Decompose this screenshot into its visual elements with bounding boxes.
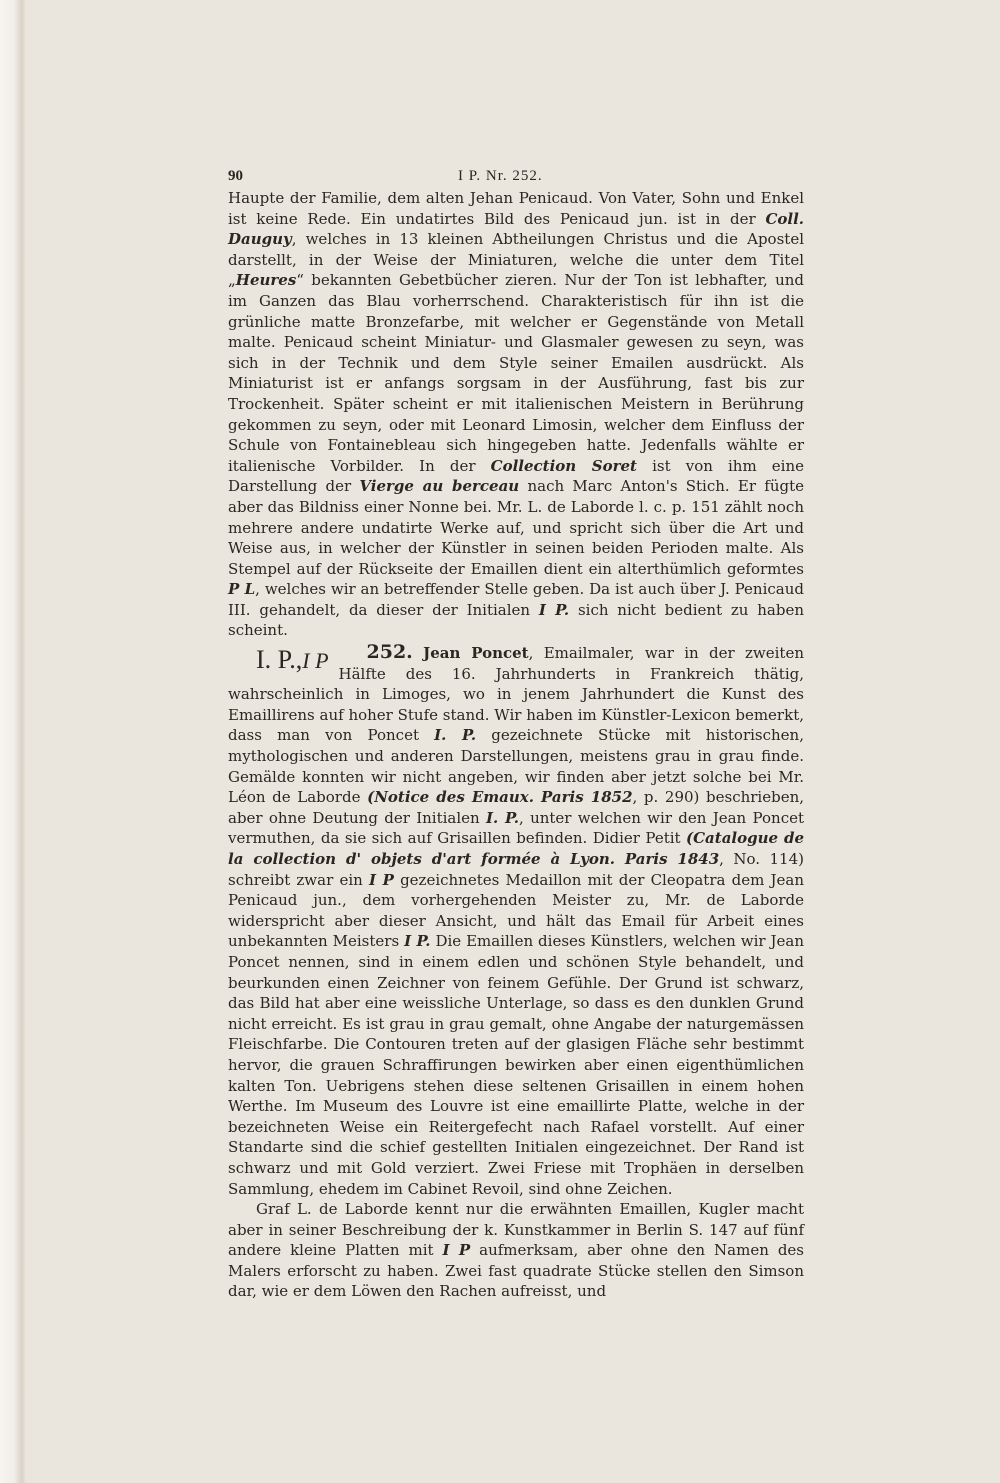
running-title: I P. Nr. 252.	[458, 168, 543, 184]
entry-number: 252.	[366, 641, 413, 664]
paragraph-continuation: Haupte der Familie, dem alten Jehan Penicaud. Von Vater, Sohn und Enkel ist keine Rede. Ein undatirtes Bild des Penicaud jun. ist in der Coll. Dauguy, welches in 13 kleinen Abtheilungen Christus und die Apostel darstellt, in der Weise der Miniaturen, welche die unter dem Titel „Heures“ bekannten Gebetbücher zieren. Nur der Ton ist lebhafter, und im Ganzen das Blau vorherrschend. Charakteristisch für ihn ist die grünliche matte Bronzefarbe, mit welcher er Gegenstände von Metall malte. Penicaud scheint Miniatur- und Glasmaler gewesen zu seyn, was sich in der Technik und dem Style seiner Emailen ausdrückt. Als Miniaturist ist er anfangs sorgsam in der Ausführung, fast bis zur Trockenheit. Später scheint er mit italienischen Meistern in Berührung gekommen zu seyn, oder mit Leonard Limosin, welcher dem Einfluss der Schule von Fontainebleau sich hingegeben hatte. Jedenfalls wählte er italienische Vorbilder. In der Collection Soret ist von ihm eine Darstellung der Vierge au berceau nach Marc Anton's Stich. Er fügte aber das Bildniss einer Nonne bei. Mr. L. de Laborde l. c. p. 151 zählt noch mehrere andere undatirte Werke auf, und spricht sich über die Art und Weise aus, in welcher der Künstler in seinen beiden Perioden malte. Als Stempel auf der Rückseite der Emaillen dient ein alterthümlich geformtes P L, welches wir an betreffender Stelle geben. Da ist auch über J. Penicaud III. gehandelt, da dieser der Initialen I P. sich nicht bedient zu haben scheint.	[228, 189, 805, 640]
page-gutter	[0, 0, 26, 1483]
running-header	[228, 158, 804, 188]
entry-252: 252. Jean Poncet I. P.,I P , Emailmaler, war in der zweiten Hälfte des 16. Jahrhunderts in Frankreich thätig, wahrscheinlich in Limoges, wo in jenem Jahrhundert die Kunst des Emaillirens auf hoher Stufe stand. Wir haben im Künstler-Lexicon bemerkt, dass man von Poncet I. P. gezeichnete Stücke mit historischen, mythologischen und anderen Darstellungen, meistens grau in grau finde. Gemälde konnten wir nicht angeben, wir finden aber jetzt solche bei Mr. Léon de Laborde (Notice des Emaux. Paris 1852, p. 290) beschrieben, aber ohne Deutung der Initialen I. P., unter welchen wir den Jean Poncet vermuthen, da sie sich auf Grisaillen befinden. Didier Petit (Catalogue de la collection d' objets d'art formée à Lyon. Paris 1843, No. 114) schreibt zwar ein I P gezeichnetes Medaillon mit der Cleopatra dem Jean Penicaud jun., dem vorhergehenden Meister zu, Mr. de Laborde widerspricht aber dieser Ansicht, und hält das Email für Arbeit eines unbekannten Meisters I P. Die Emaillen dieses Künstlers, welchen wir Jean Poncet nennen, sind in einem edlen und schönen Style behandelt, und beurkunden einen Zeichner von feinem Gefühle. Der Grund ist schwarz, das Bild hat aber eine weissliche Unterlage, so dass es den dunklen Grund nicht erreicht. Es ist grau in grau gemalt, ohne Angabe der naturgemässen Fleischfarbe. Die Contouren treten auf der glasigen Fläche sehr bestimmt hervor, die grauen Schraffirungen bewirken aber einen eigenthümlichen kalten Ton. Uebrigens stehen diese seltenen Grisaillen in einem hohen Werthe. Im Museum des Louvre ist eine emaillirte Platte, welche in der bezeichneten Weise ein Reitergefecht nach Rafael vorstellt. Auf einer Standarte sind die schief gestellten Initialen eingezeichnet. Der Rand ist schwarz und mit Gold verziert. Zwei Friese mit Trophäen in derselben Sammlung, ehedem im Cabinet Revoil, sind ohne Zeichen.	[228, 641, 805, 1198]
page-number: 90	[228, 168, 243, 184]
paragraph-laborde: Graf L. de Laborde kennt nur die erwähnten Emaillen, Kugler macht aber in seiner Beschreibung der k. Kunstkammer in Berlin S. 147 auf fünf andere kleine Platten mit I P aufmerksam, aber ohne den Namen des Malers erforscht zu haben. Zwei fast quadrate Stücke stellen den Simson dar, wie er dem Löwen den Rachen aufreisst, und	[228, 1200, 804, 1301]
monogram-marks: I. P.,I P	[256, 645, 329, 675]
entry-artist-name: Jean Poncet	[423, 644, 529, 663]
book-page	[228, 158, 804, 1302]
